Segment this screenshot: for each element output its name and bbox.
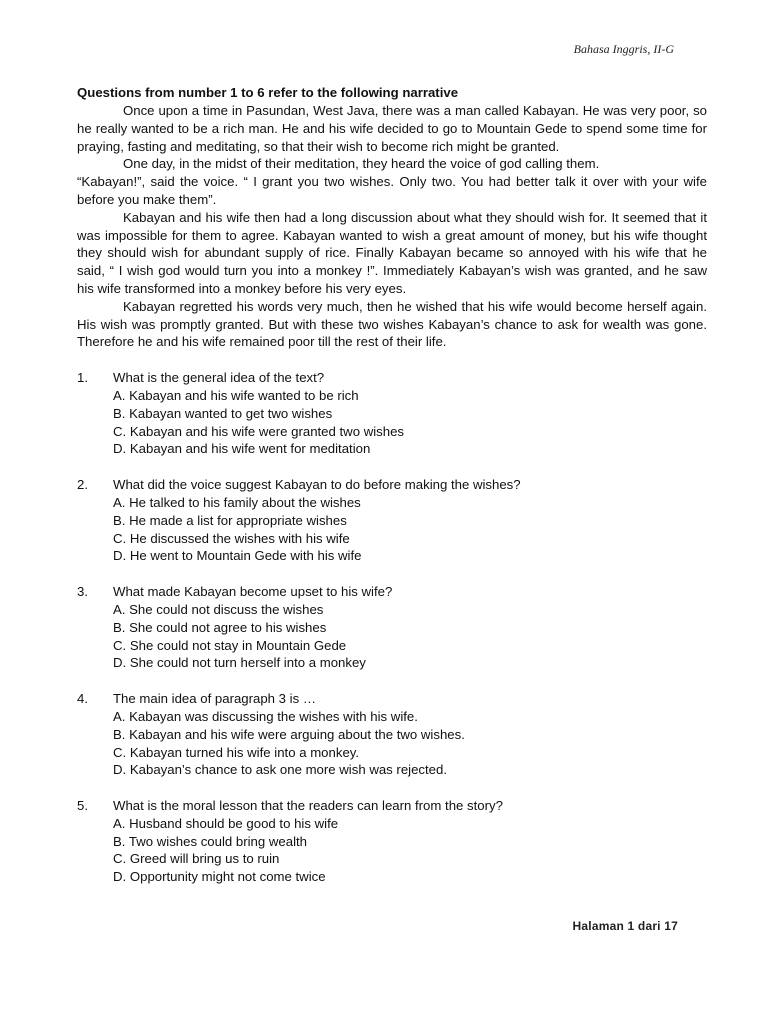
answer-option-c: C. Greed will bring us to ruin bbox=[113, 851, 280, 867]
narrative-paragraph-1: Once upon a time in Pasundan, West Java, there was a man called Kabayan. He was very poor, so he really wanted to be a rich man. He and his wife decided to go to Mountain Gede to spend some time for praying, fasting and meditating, so that their wish to become rich might be granted. bbox=[77, 103, 707, 154]
answer-option-d: D. Kabayan and his wife went for meditation bbox=[113, 441, 371, 457]
question-text: The main idea of paragraph 3 is … bbox=[113, 691, 317, 707]
question-item-4 bbox=[77, 690, 707, 779]
answer-option-b: B. Kabayan and his wife were arguing about the two wishes. bbox=[113, 726, 465, 742]
answer-options bbox=[113, 815, 707, 886]
answer-option-a: A. She could not discuss the wishes bbox=[113, 601, 324, 617]
answer-options bbox=[113, 494, 707, 565]
answer-option-a: A. Kabayan and his wife wanted to be rich bbox=[113, 387, 359, 403]
question-number: 5. bbox=[77, 798, 88, 814]
question-text: What made Kabayan become upset to his wife? bbox=[113, 584, 393, 600]
header-note: Bahasa Inggris, II-G bbox=[573, 42, 674, 56]
answer-option-b: B. Kabayan wanted to get two wishes bbox=[113, 405, 333, 421]
question-item-2 bbox=[77, 476, 707, 565]
narrative-paragraph-3: “Kabayan!”, said the voice. “ I grant you two wishes. Only two. You had better talk it over with your wife before you make them”. bbox=[77, 174, 707, 207]
question-number: 1. bbox=[77, 370, 88, 386]
narrative-paragraph-4: Kabayan and his wife then had a long discussion about what they should wish for. It seemed that it was impossible for them to agree. Kabayan wanted to wish a great amount of money, but his wife thought they should wish for abundant supply of rice. Finally Kabayan became so annoyed with his wife that he said, “ I wish god would turn you into a monkey !”. Immediately Kabayan’s wish was granted, and he saw his wife transformed into a monkey before his very eyes. bbox=[77, 209, 707, 296]
answer-options bbox=[113, 387, 707, 458]
answer-options bbox=[113, 601, 707, 672]
answer-option-b: B. He made a list for appropriate wishes bbox=[113, 512, 347, 528]
question-number: 2. bbox=[77, 477, 88, 493]
question-number: 4. bbox=[77, 691, 88, 707]
page-number: Halaman 1 dari 17 bbox=[572, 919, 678, 933]
answer-option-d: D. She could not turn herself into a monkey bbox=[113, 655, 366, 671]
narrative-paragraph-5: Kabayan regretted his words very much, then he wished that his wife would become herself again. His wish was promptly granted. But with these two wishes Kabayan’s chance to ask for wealth was gone. Therefore he and his wife remained poor till the rest of their life. bbox=[77, 298, 707, 350]
answer-options bbox=[113, 708, 707, 779]
answer-option-d: D. Opportunity might not come twice bbox=[113, 869, 326, 885]
answer-option-a: A. He talked to his family about the wishes bbox=[113, 494, 361, 510]
answer-option-d: D. He went to Mountain Gede with his wife bbox=[113, 548, 362, 564]
intro-heading: Questions from number 1 to 6 refer to the following narrative bbox=[77, 85, 459, 100]
answer-option-b: B. She could not agree to his wishes bbox=[113, 619, 327, 635]
narrative-paragraph-2: One day, in the midst of their meditation, they heard the voice of god calling them. bbox=[123, 156, 600, 172]
question-text: What is the general idea of the text? bbox=[113, 370, 325, 386]
answer-option-d: D. Kabayan’s chance to ask one more wish was rejected. bbox=[113, 762, 448, 778]
answer-option-a: A. Husband should be good to his wife bbox=[113, 815, 339, 831]
question-text: What did the voice suggest Kabayan to do before making the wishes? bbox=[113, 477, 521, 493]
narrative-text bbox=[77, 102, 707, 351]
question-item-1 bbox=[77, 369, 707, 458]
question-item-3 bbox=[77, 583, 707, 672]
answer-option-c: C. She could not stay in Mountain Gede bbox=[113, 637, 347, 653]
answer-option-c: C. Kabayan and his wife were granted two wishes bbox=[113, 423, 405, 439]
answer-option-c: C. Kabayan turned his wife into a monkey. bbox=[113, 744, 360, 760]
question-text: What is the moral lesson that the readers can learn from the story? bbox=[113, 798, 503, 814]
document-content bbox=[77, 84, 707, 904]
answer-option-c: C. He discussed the wishes with his wife bbox=[113, 530, 350, 546]
answer-option-b: B. Two wishes could bring wealth bbox=[113, 833, 308, 849]
answer-option-a: A. Kabayan was discussing the wishes with his wife. bbox=[113, 708, 418, 724]
question-number: 3. bbox=[77, 584, 88, 600]
question-list bbox=[77, 369, 707, 886]
question-item-5 bbox=[77, 797, 707, 886]
